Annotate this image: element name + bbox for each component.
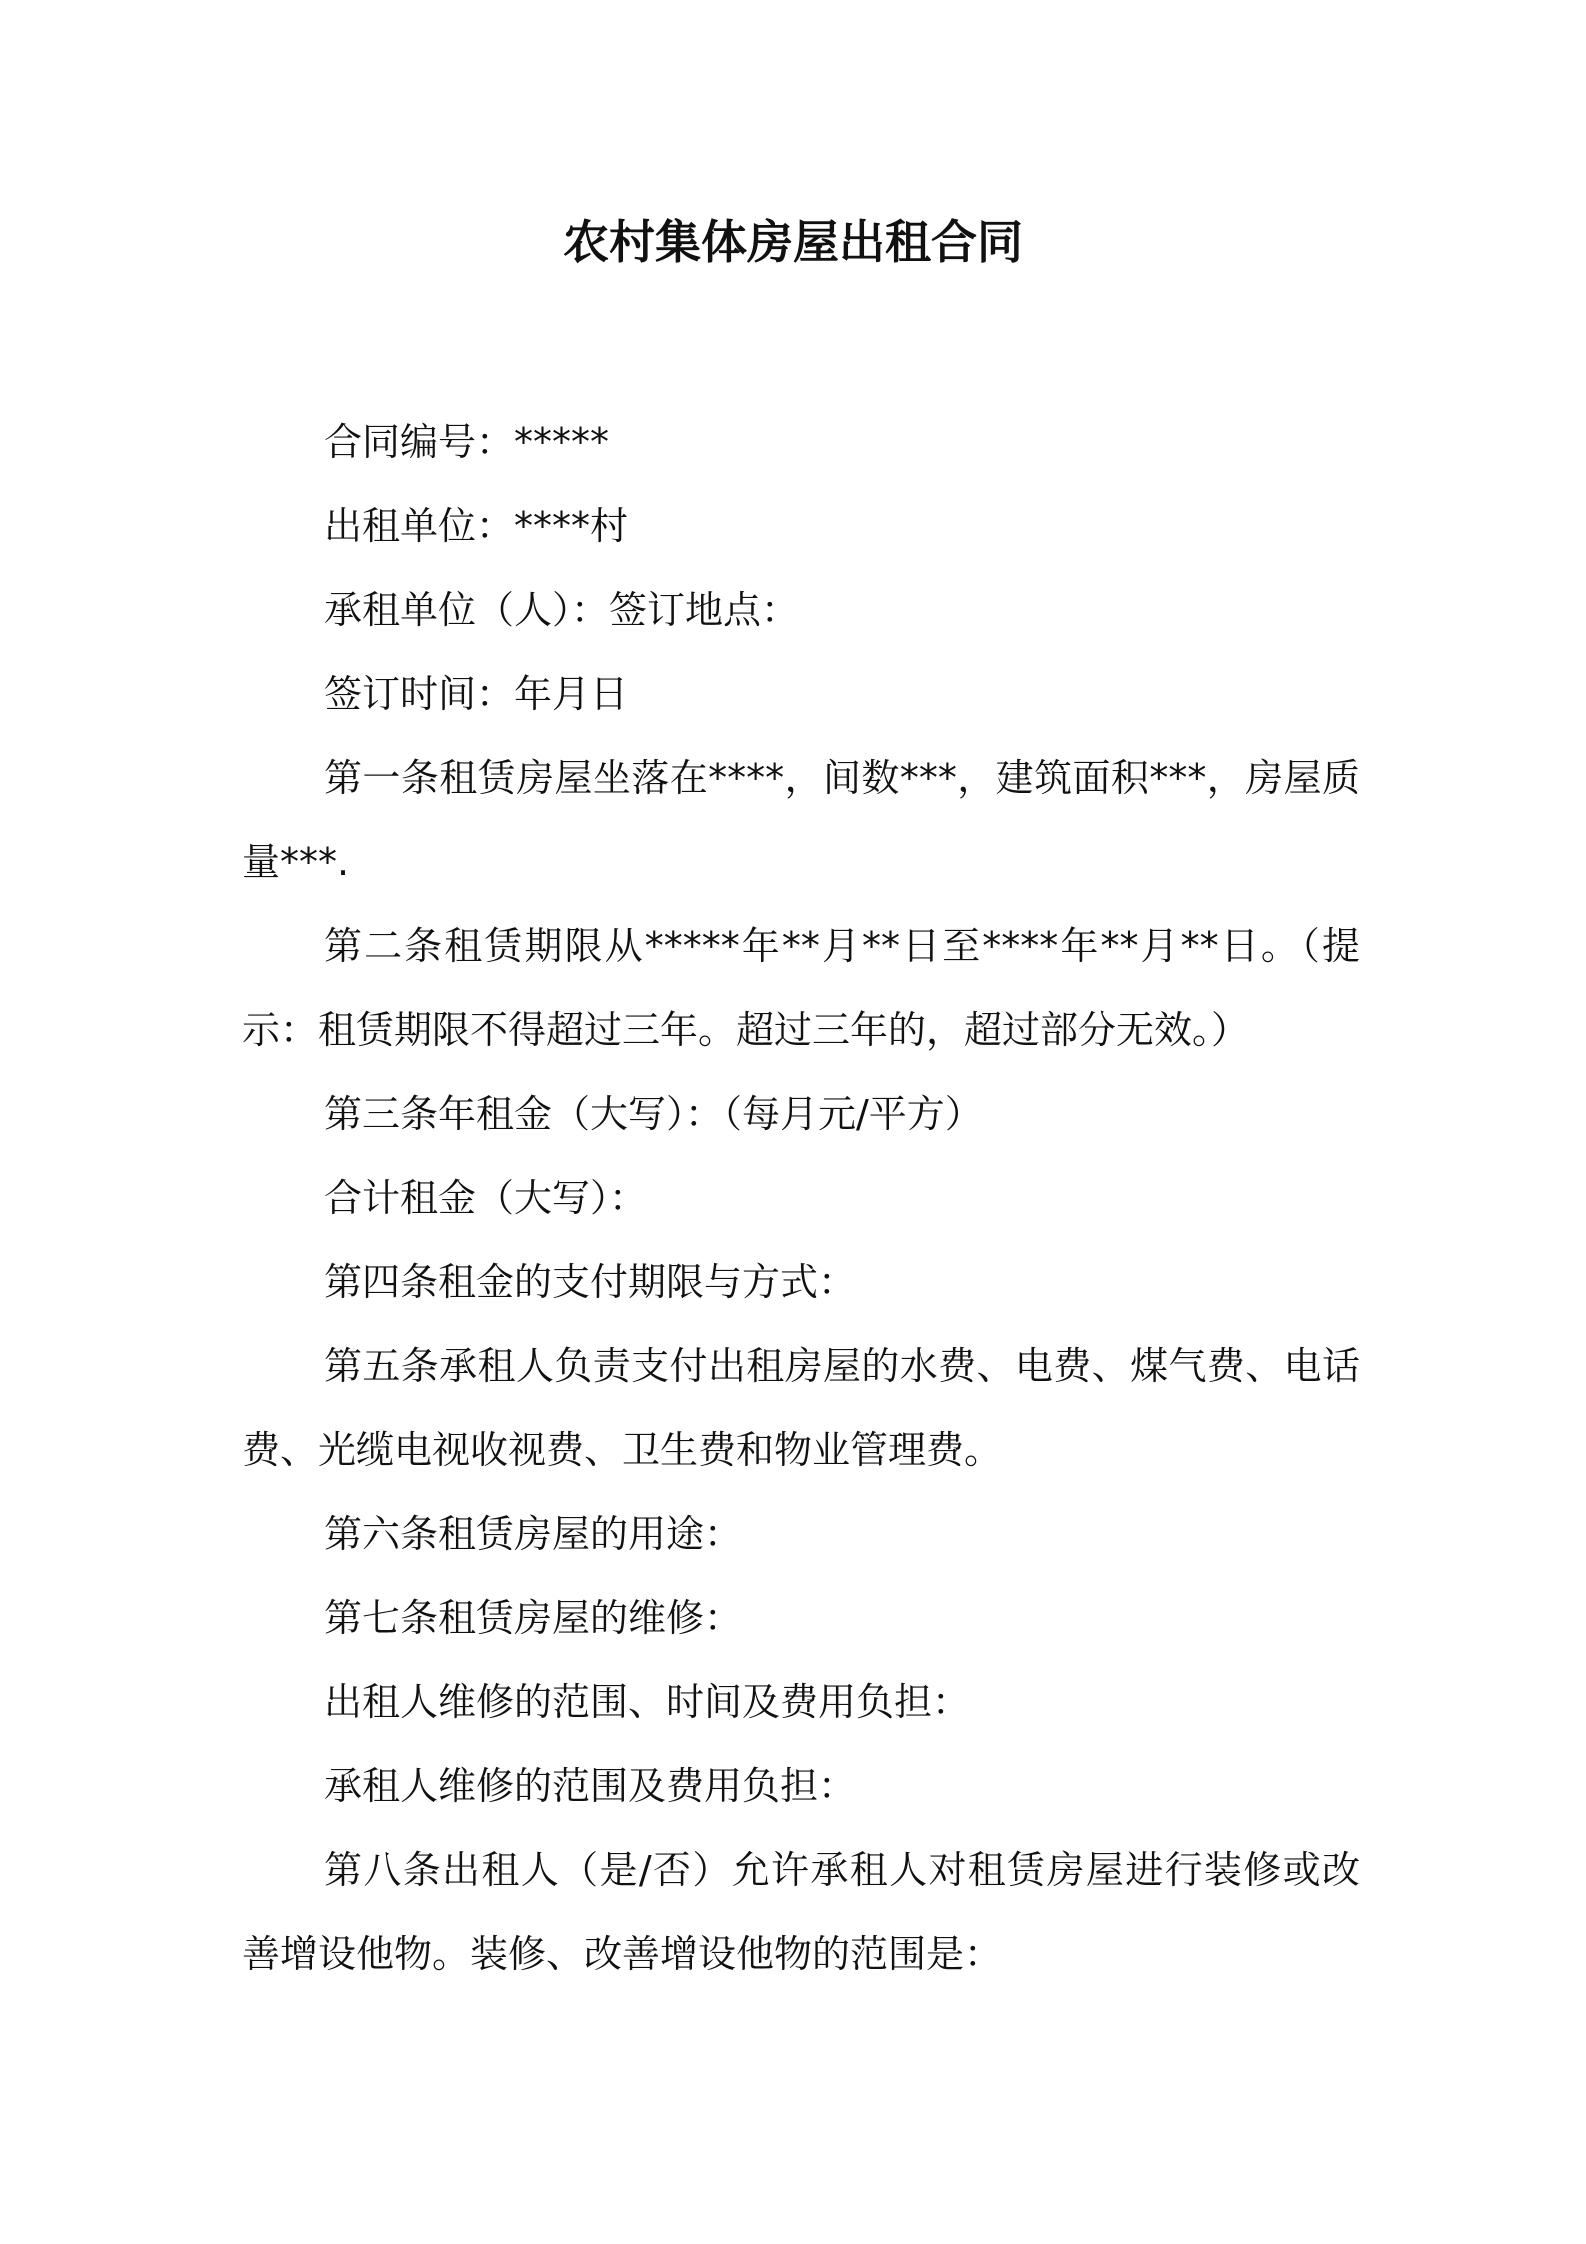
document-body	[242, 400, 1360, 1996]
document-title: 农村集体房屋出租合同	[563, 215, 1023, 269]
lessee-and-signing-place: 承租单位（人）：签订地点：	[324, 588, 800, 632]
article-5: 第五条承租人负责支付出租房屋的水费、电费、煤气费、电话费、光缆电视收视费、卫生费和物业管理费。	[242, 1344, 1360, 1472]
article-6: 第六条租赁房屋的用途：	[324, 1512, 743, 1556]
lessor-unit: 出租单位：****村	[324, 504, 629, 548]
article-4: 第四条租金的支付期限与方式：	[324, 1260, 857, 1304]
article-2: 第二条租赁期限从*****年**月**日至****年**月**日。（提示：租赁期限不得超过三年。超过三年的，超过部分无效。）	[242, 924, 1360, 1052]
total-rent: 合计租金（大写）：	[324, 1176, 648, 1220]
article-3: 第三条年租金（大写）：（每月元/平方）	[324, 1092, 983, 1136]
contract-number: 合同编号：*****	[324, 420, 610, 464]
lessor-repair-scope: 出租人维修的范围、时间及费用负担：	[324, 1680, 971, 1724]
article-7: 第七条租赁房屋的维修：	[324, 1596, 743, 1640]
lessee-repair-scope: 承租人维修的范围及费用负担：	[324, 1764, 857, 1808]
article-1: 第一条租赁房屋坐落在****，间数***，建筑面积***，房屋质量***.	[242, 756, 1360, 884]
article-8: 第八条出租人（是/否）允许承租人对租赁房屋进行装修或改善增设他物。装修、改善增设他物的范围是：	[242, 1848, 1360, 1976]
signing-date: 签订时间：年月日	[324, 672, 629, 716]
